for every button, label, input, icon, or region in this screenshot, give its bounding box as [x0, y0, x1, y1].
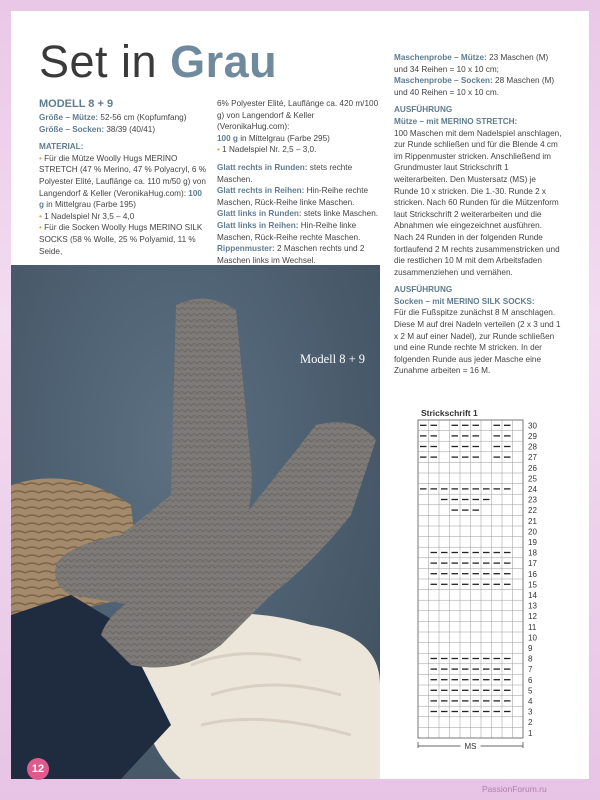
size-socks: Größe – Socken: 38/39 (40/41): [39, 124, 156, 134]
chart-row-number: 6: [528, 675, 533, 685]
instructions-subheading-socks: Socken – mit MERINO SILK SOCKS:: [394, 296, 535, 306]
photo-caption: Modell 8 + 9: [300, 352, 366, 366]
stitch-2: Glatt rechts in Reihen: Hin-Reihe rechte Maschen, Rück-Reihe linke Maschen.: [217, 186, 369, 207]
watermark: PassionForum.ru: [482, 784, 547, 794]
material-item-2: • 1 Nadelspiel Nr 3,5 – 4,0: [39, 211, 135, 221]
material-item-3: • Für die Socken Woolly Hugs MERINO SILK SOCKS (58 % Wolle, 25 % Polyamid, 11 % Seide,: [39, 223, 203, 256]
chart-row-number: 19: [528, 538, 537, 547]
chart-row-number: 18: [528, 548, 537, 558]
chart-row-number: 27: [528, 453, 537, 463]
chart-row-number: 28: [528, 442, 537, 452]
instructions-socks: Für die Fußspitze zunächst 8 M anschlagen. Diese M auf drei Nadeln verteilen (2 x 3 und 1 x 2 M auf einer Nadel), zur Runde schließen und eine Runde rechte M stricken. In der folgenden Runde aus jeder Masche eine Zunahme arbeiten = 16 M.: [394, 308, 561, 376]
chart-title: Strickschrift 1: [421, 408, 478, 418]
gauge-socks: Maschenprobe – Socken: 28 Maschen (M) und 40 Reihen = 10 x 10 cm.: [394, 76, 555, 97]
model-heading: MODELL 8 + 9: [39, 98, 114, 110]
product-photo: [11, 265, 380, 779]
chart-row-number: 23: [528, 495, 537, 505]
chart-row-number: 3: [528, 707, 533, 717]
chart-row-number: 16: [528, 569, 537, 579]
instructions-hat: 100 Maschen mit dem Nadelspiel anschlagen, zur Runde schließen und für die Blende 4 cm im Rippenmuster stricken. Anschließend im Grundmuster laut Strickschrift 1 weiterarbeiten. Den Mustersatz (MS) je Runde 10 x stricken. Die 1.-30. Runde 2 x stricken. Nach 60 Runden für die Mützenform laut Strickschrift 2 weiterarbeiten und die Abnahmen wie eingezeichnet ausführen. Nach 24 Runden in der folgenden Runde fortlaufend 2 M rechts zusammenstricken und die restlichen 10 M mit dem Arbeitsfaden zusammenziehen und vernähen.: [394, 128, 562, 277]
chart-row-number: 14: [528, 591, 537, 600]
chart-row-number: 11: [528, 622, 537, 632]
chart-row-number: 10: [528, 633, 537, 643]
chart-ms-label: MS: [464, 742, 477, 751]
knitting-chart: [417, 419, 547, 759]
page-number: 12: [27, 758, 49, 780]
material-item-4: • 1 Nadelspiel Nr. 2,5 – 3,0.: [217, 145, 317, 155]
stitch-1: Glatt rechts in Runden: stets rechte Maschen.: [217, 162, 353, 184]
instructions-subheading-hat: Mütze – mit MERINO STRETCH:: [394, 116, 518, 126]
right-column: [394, 52, 562, 377]
chart-row-number: 30: [528, 421, 537, 431]
stitch-4: Glatt links in Reihen: Hin-Reihe linke Maschen, Rück-Reihe rechte Maschen.: [217, 220, 361, 242]
gauge-hat: Maschenprobe – Mütze: 23 Maschen (M) und 34 Reihen = 10 x 10 cm;: [394, 53, 549, 74]
chart-row-number: 25: [528, 474, 537, 484]
page-title: Set in Grau: [39, 36, 278, 87]
chart-row-number: 15: [528, 580, 537, 590]
chart-row-number: 22: [528, 506, 537, 516]
left-column: [39, 98, 207, 257]
chart-row-number: 8: [528, 654, 533, 664]
chart-row-number: 17: [528, 559, 537, 569]
size-hat: Größe – Mütze: 52-56 cm (Kopfumfang): [39, 113, 187, 122]
chart-row-number: 21: [528, 516, 537, 526]
chart-row-number: 26: [528, 463, 537, 473]
chart-row-number: 24: [528, 485, 537, 494]
chart-row-number: 20: [528, 527, 537, 537]
chart-row-number: 9: [528, 644, 533, 653]
instructions-heading-socks: AUSFÜHRUNG: [394, 285, 453, 295]
middle-column: [217, 98, 381, 266]
chart-row-number: 7: [528, 665, 533, 675]
material-heading: MATERIAL:: [39, 142, 84, 152]
chart-row-number: 2: [528, 718, 533, 728]
chart-row-number: 29: [528, 432, 537, 441]
socks-illustration: [11, 265, 380, 779]
material-item-3-continued: 6% Polyester Elité, Lauflänge ca. 420 m/100 g) von Langendorf & Keller (VeronikaHug.com): 100 g in Mittelgrau (Farbe 295): [217, 99, 379, 143]
chart-row-number: 5: [528, 686, 533, 696]
instructions-heading-hat: AUSFÜHRUNG: [394, 105, 453, 115]
material-item-1: • Für die Mütze Woolly Hugs MERINO STRETCH (47 % Merino, 47 % Polyacryl, 6 % Polyester Elité, Lauflänge ca. 110 m/50 g) von Langendorf & Keller (VeronikaHug.com): 100 g in Mittelgrau (Farbe 195): [39, 153, 206, 210]
chart-row-number: 12: [528, 612, 537, 622]
stitch-5: Rippenmuster: 2 Maschen rechts und 2 Maschen links im Wechsel.: [217, 244, 365, 265]
stitch-3: Glatt links in Runden: stets linke Maschen.: [217, 209, 379, 219]
chart-row-number: 13: [528, 601, 537, 611]
chart-row-number: 4: [528, 697, 533, 706]
chart-row-number: 1: [528, 728, 533, 738]
